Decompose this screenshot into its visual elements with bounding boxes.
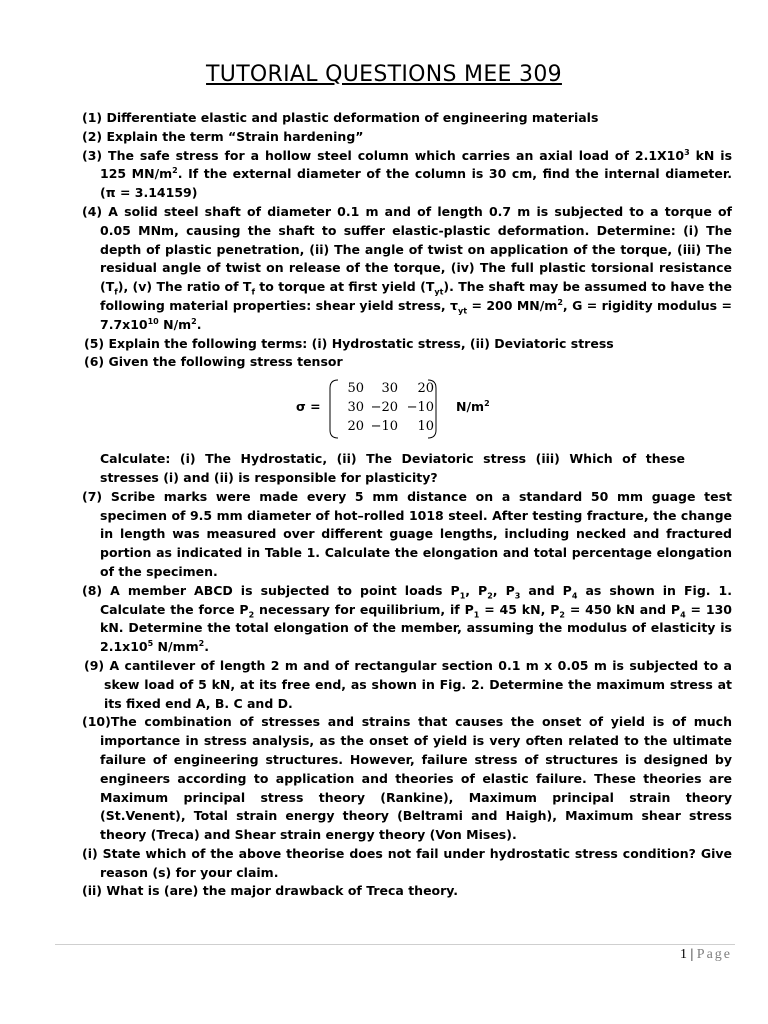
question-6-calculate: Calculate: (i) The Hydrostatic, (ii) The Deviatoric stress (iii) Which of these stresses (i) and (ii) is responsible for plasticity? [100,451,685,485]
tensor-cell: −10 [370,419,398,435]
question-10-part-i: (i) State which of the above theorise does not fail under hydrostatic stress condition? Give reason (s) for your claim. [82,845,732,880]
tensor-matrix [328,378,438,438]
page-number: 1 | Page [679,947,732,962]
question-2: (2) Explain the term “Strain hardening” [82,128,364,144]
tensor-unit: $N/m^2$ [456,399,490,415]
question-7: (7) Scribe marks were made every 5 mm distance on a standard 50 mm guage test specimen of 9.5 mm diameter of hot–rolled 1018 steel. After testing fracture, the change in length was measured over different guage lengths, including necked and fractured portion as indicated in Table 1. Calculate the elongation and total percentage elongation of the specimen. [82,488,732,579]
question-10: (10)The combination of stresses and strains that causes the onset of yield is of much importance in stress analysis, as the onset of yield is very often related to the ultimate failure of engineering structures. However, failure stress of structures is designed by engineers according to application and theories of elastic failure. These theories are Maximum principal stress theory (Rankine), Maximum principal strain theory (St.Venent), Total strain energy theory (Beltrami and Haigh), Maximum shear stress theory (Treca) and Shear strain energy theory (Von Mises). [82,714,732,843]
tensor-cell: −20 [370,400,398,416]
tensor-symbol: σ = [296,399,321,415]
tensor-cell: 20 [417,381,434,397]
question-list [82,109,732,901]
tensor-cell: 10 [417,419,434,435]
tensor-cell: 30 [347,400,364,416]
question-6: (6) Given the following stress tensor [84,354,343,370]
question-1: (1) Differentiate elastic and plastic deformation of engineering materials [82,110,599,125]
tensor-cell: −10 [406,400,434,416]
tensor-cell: 20 [347,419,364,435]
tensor-cell: 50 [347,381,364,397]
question-8: (8) A member ABCD is subjected to point loads $P_1$, $P_2$, $P_3$ and $P_4$ as shown in Fig. 1. Calculate the force $P_2$ necessary for equilibrium, if $P_1 = 45$ kN, $P_2 = 450$ kN and $P_4 = 130$ kN. Determine the total elongation of the member, assuming the modulus of elasticity is $2.1x10^5$ $N/mm^2$. [82,582,732,655]
question-4: (4) A solid steel shaft of diameter 0.1 m and of length 0.7 m is subjected to a torque of 0.05 MNm, causing the shaft to suffer elastic-plastic deformation. Determine: (i) The depth of plastic penetration, (ii) The angle of twist on application of the torque, (iii) The residual angle of twist on release of the torque, (iv) The full plastic torsional resistance $(T_f)$, (v) The ratio of $T_f$ to torque at first yield $(T_{yt})$. The shaft may be assumed to have the following material properties: shear yield stress, $\tau_{yt} = 200$ $MN/m^2$, G = rigidity modulus = $7.7x10^{10}$ $N/m^2$. [82,203,733,332]
question-5: (5) Explain the following terms: (i) Hydrostatic stress, (ii) Deviatoric stress [84,335,614,351]
question-10-part-ii: (ii) What is (are) the major drawback of Treca theory. [82,883,459,899]
question-9: (9) A cantilever of length 2 m and of rectangular section 0.1 m x 0.05 m is subjected to a skew load of 5 kN, at its free end, as shown in Fig. 2. Determine the maximum stress at its fixed end A, B. C and D. [84,657,732,711]
question-3: (3) The safe stress for a hollow steel column which carries an axial load of $2.1X10^3$ kN is 125 $MN/m^2$. If the external diameter of the column is 30 cm, find the internal diameter. (π = 3.14159) [82,147,733,201]
page-title: TUTORIAL QUESTIONS MEE 309 [206,62,562,87]
stress-tensor [82,378,732,440]
tensor-cell: 30 [381,381,398,397]
footer-divider [55,944,735,945]
